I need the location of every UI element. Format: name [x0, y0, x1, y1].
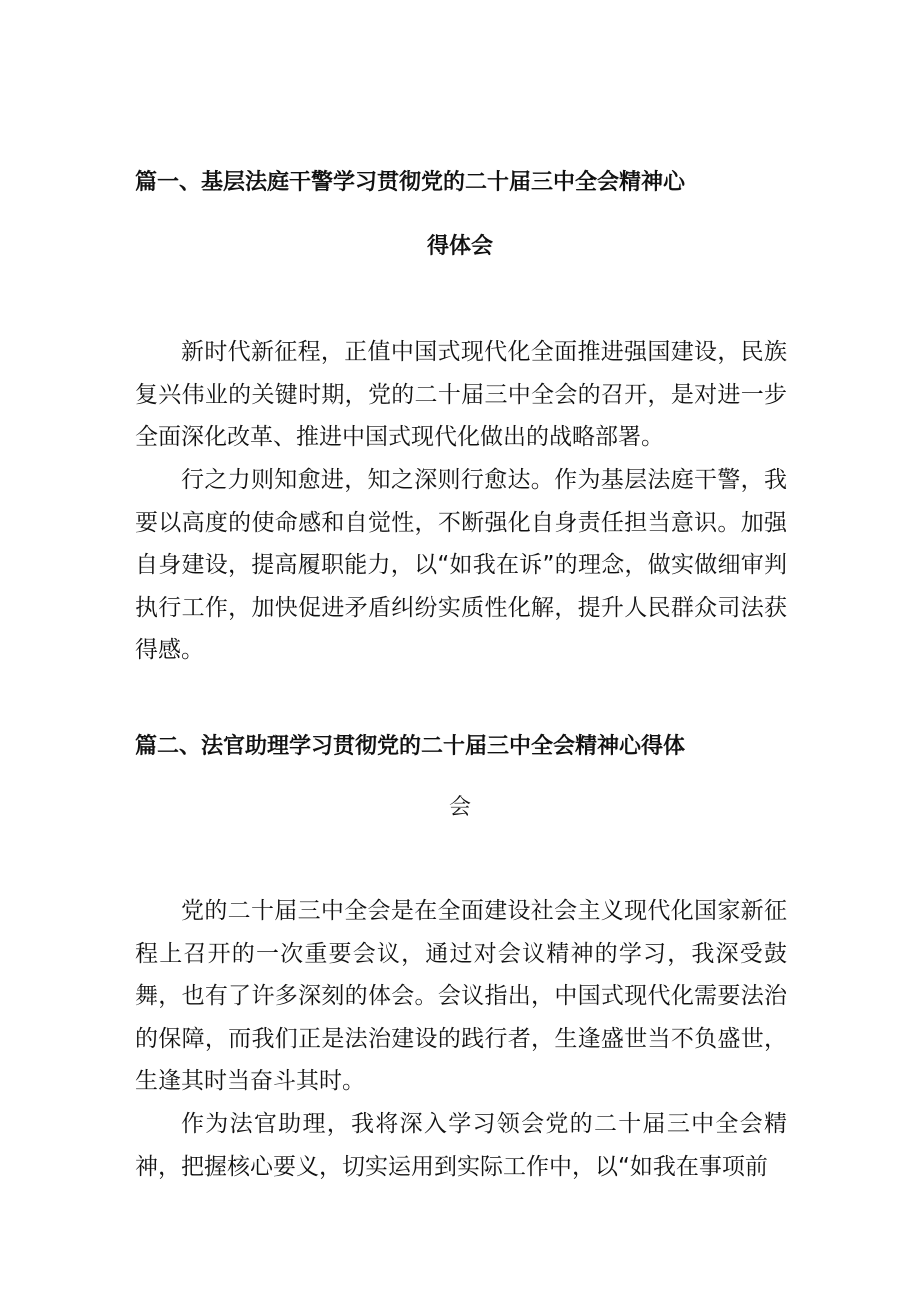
section1-paragraph-2: 行之力则知愈进，知之深则行愈达。作为基层法庭干警，我要以高度的使命感和自觉性，不断强化自身责任担当意识。加强自身建设，提高履职能力，以“如我在诉”的理念，做实做细审判执行工作，加快促进矛盾纠纷实质性化解，提升人民群众司法获得感。	[135, 467, 787, 663]
section1-title-line2: 得体会	[426, 234, 493, 259]
section2-paragraph-1: 党的二十届三中全会是在全面建设社会主义现代化国家新征程上召开的一次重要会议，通过对会议精神的学习，我深受鼓舞，也有了许多深刻的体会。会议指出，中国式现代化需要法治的保障，而我们正是法治建设的践行者，生逢盛世当不负盛世，生逢其时当奋斗其时。	[135, 898, 787, 1094]
section2-paragraph-2: 作为法官助理，我将深入学习领会党的二十届三中全会精神，把握核心要义，切实运用到实际工作中，以“如我在事项前	[135, 1111, 787, 1180]
section1-paragraph-1: 新时代新征程，正值中国式现代化全面推进强国建设，民族复兴伟业的关键时期，党的二十届三中全会的召开，是对进一步全面深化改革、推进中国式现代化做出的战略部署。	[135, 339, 787, 450]
section2-title-line1: 篇二、法官助理学习贯彻党的二十届三中全会精神心得体	[135, 734, 686, 759]
section2-title-line2: 会	[448, 795, 471, 820]
section1-title-line1: 篇一、基层法庭干警学习贯彻党的二十届三中全会精神心	[135, 170, 686, 195]
